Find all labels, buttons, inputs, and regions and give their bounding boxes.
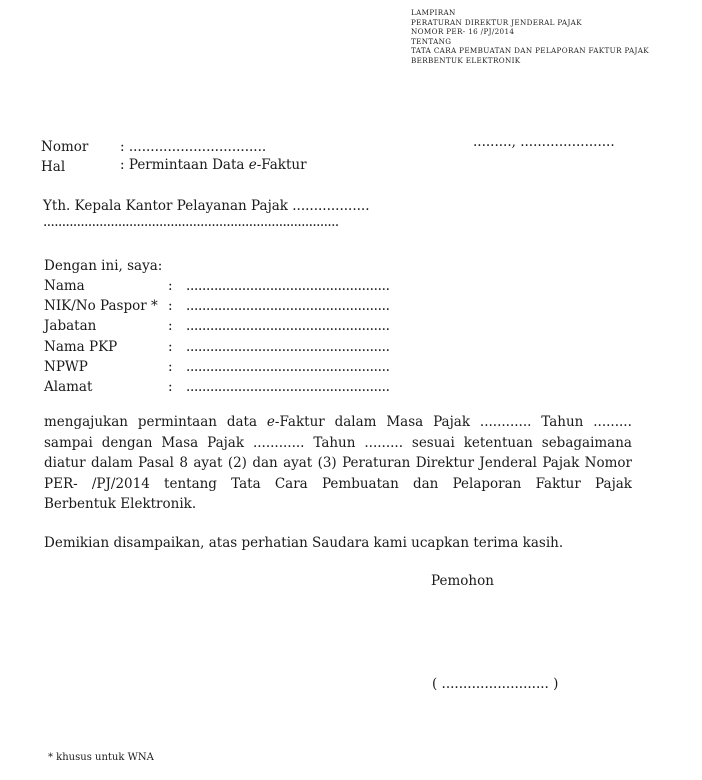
body-word: diatur	[44, 455, 86, 472]
field-blank: ...................................................	[186, 378, 390, 395]
body-word: ayat	[283, 455, 313, 472]
hal-label: Hal	[41, 159, 66, 175]
signature-line: ( ......................... )	[432, 676, 559, 692]
body-word: .........	[364, 434, 403, 451]
body-word: Tata	[231, 475, 261, 492]
field-label: Jabatan	[44, 318, 97, 335]
body-word: .........	[593, 414, 632, 430]
field-label: Alamat	[44, 378, 93, 395]
nomor-value: : ................................	[120, 139, 267, 155]
body-word: sebagaimana	[541, 434, 632, 451]
body-word: Nomor	[584, 455, 632, 472]
body-word: dalam	[334, 414, 377, 430]
body-word: dengan	[101, 434, 153, 451]
body-word: Cara	[274, 475, 308, 492]
header-line: BERBENTUK ELEKTRONIK	[411, 55, 521, 65]
body-word: (3)	[317, 455, 337, 472]
header-line: PERATURAN DIREKTUR JENDERAL PAJAK	[411, 17, 582, 27]
field-colon: :	[168, 298, 173, 315]
body-word: Masa	[161, 434, 199, 451]
lampiran-header	[411, 8, 649, 66]
body-word: e-Faktur	[266, 414, 325, 430]
hal-text: : Permintaan Data e-Faktur	[120, 157, 307, 173]
field-blank: ...................................................	[186, 358, 390, 375]
field-blank: ...................................................	[186, 338, 390, 355]
place-date: ........., ......................	[473, 134, 615, 150]
recipient-line: Yth. Kepala Kantor Pelayanan Pajak ..................	[43, 198, 370, 214]
nomor-label: Nomor	[41, 139, 89, 155]
body-word: data	[226, 414, 258, 430]
body-last-line: Berbentuk Elektronik.	[44, 496, 197, 513]
body-word: ............	[479, 414, 532, 430]
header-line: LAMPIRAN	[411, 8, 456, 17]
field-blank: ...................................................	[186, 318, 390, 335]
body-line	[44, 433, 632, 454]
body-word: Tahun	[541, 414, 584, 430]
field-colon: :	[168, 318, 173, 335]
footnote: * khusus untuk WNA	[48, 752, 154, 763]
field-blank: ...................................................	[186, 298, 390, 315]
body-word: mengajukan	[44, 414, 128, 430]
field-label: Nama	[44, 278, 85, 294]
body-word: Jenderal	[479, 455, 537, 472]
body-line	[44, 412, 632, 433]
header-line: TATA CARA PEMBUATAN DAN PELAPORAN FAKTUR PAJAK	[411, 46, 650, 56]
body-word: ayat	[193, 455, 223, 472]
body-line	[44, 453, 632, 474]
body-word: permintaan	[137, 414, 217, 430]
field-colon: :	[168, 338, 173, 355]
body-word: ketentuan	[463, 434, 533, 451]
body-word: Direktur	[415, 455, 475, 472]
body-word: sesuai	[411, 434, 455, 451]
recipient-address-line: ...............................................................................	[43, 214, 339, 230]
body-word: tentang	[164, 475, 217, 492]
field-colon: :	[168, 378, 173, 395]
field-label: Nama PKP	[44, 338, 118, 355]
body-word: Peraturan	[342, 455, 411, 472]
body-paragraph	[44, 412, 632, 515]
signer-title: Pemohon	[431, 573, 494, 589]
body-line	[44, 474, 632, 495]
body-word: Tahun	[313, 434, 356, 451]
body-word: PER-	[44, 475, 78, 492]
body-word: /PJ/2014	[91, 475, 150, 492]
body-word: Faktur	[535, 475, 581, 492]
closing-text: Demikian disampaikan, atas perhatian Saudara kami ucapkan terima kasih.	[44, 535, 564, 551]
hal-value	[120, 157, 307, 173]
body-word: Pajak	[595, 475, 632, 492]
body-word: Pajak	[433, 414, 471, 430]
body-word: 8	[179, 455, 188, 472]
intro-text: Dengan ini, saya:	[44, 258, 163, 274]
field-blank: ...................................................	[186, 278, 390, 294]
body-word: (2)	[227, 455, 247, 472]
body-word: dan	[252, 455, 278, 472]
field-label: NPWP	[44, 358, 88, 375]
body-word: ............	[252, 434, 305, 451]
body-word: dan	[412, 475, 439, 492]
body-word: Pembuatan	[321, 475, 399, 492]
body-word: Pajak	[207, 434, 245, 451]
header-line: NOMOR PER- 16 /PJ/2014	[411, 27, 515, 37]
field-label: NIK/No Paspor *	[44, 298, 158, 315]
body-word: Masa	[386, 414, 424, 430]
body-line	[44, 494, 632, 515]
field-colon: :	[168, 358, 173, 375]
body-word: Pajak	[542, 455, 580, 472]
body-word: Pasal	[138, 455, 174, 472]
body-word: dalam	[90, 455, 133, 472]
header-line: TENTANG	[411, 36, 452, 46]
body-word: sampai	[44, 434, 93, 451]
field-colon: :	[168, 278, 173, 294]
body-word: Pelaporan	[452, 475, 522, 492]
